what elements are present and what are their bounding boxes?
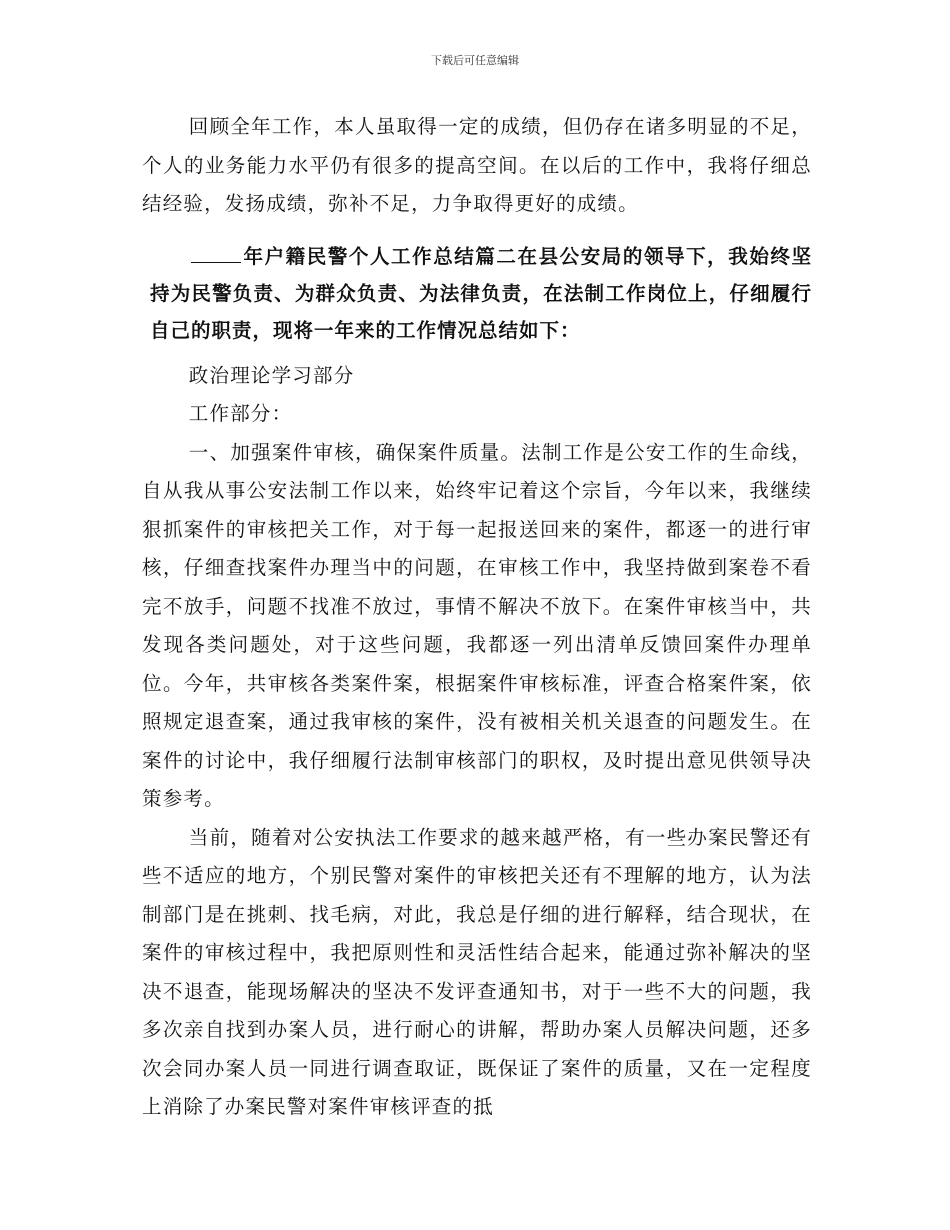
blank-underline xyxy=(191,244,241,263)
section-heading-text: 年户籍民警个人工作总结篇二在县公安局的领导下，我始终坚持为民警负责、为群众负责、为法律负责，在法制工作岗位上，仔细履行自己的职责，现将一年来的工作情况总结如下： xyxy=(150,244,812,342)
body-paragraph-current: 当前，随着对公安执法工作要求的越来越严格，有一些办案民警还有些不适应的地方，个别民警对案件的审核把关还有不理解的地方，认为法制部门是在挑刺、找毛病，对此，我总是仔细的进行解释，结合现状，在案件的审核过程中，我把原则性和灵活性结合起来，能通过弥补解决的坚决不退查，能现场解决的坚决不发评查通知书，对于一些不大的问题，我多次亲自找到办案人员，进行耐心的讲解，帮助办案人员解决问题，还多次会同办案人员一同进行调查取证，既保证了案件的质量，又在一定程度上消除了办案民警对案件审核评查的抵 xyxy=(142,825,812,1118)
body-paragraph-work-part: 工作部分： xyxy=(188,402,293,425)
body-paragraph-case-review: 一、加强案件审核，确保案件质量。法制工作是公安工作的生命线，自从我从事公安法制工作以来，始终牢记着这个宗旨，今年以来，我继续狠抓案件的审核把关工作，对于每一起报送回来的案件，都逐一的进行审核，仔细查找案件办理当中的问题，在审核工作中，我坚持做到案卷不看完不放手，问题不找准不放过，事情不解决不放下。在案件审核当中，共发现各类问题处，对于这些问题，我都逐一列出清单反馈回案件办理单位。今年，共审核各类案件案，根据案件审核标准，评查合格案件案，依照规定退查案，通过我审核的案件，没有被相关机关退查的问题发生。在案件的讨论中，我仔细履行法制审核部门的职权，及时提出意见供领导决策参考。 xyxy=(142,440,812,810)
closing-paragraph: 回顾全年工作，本人虽取得一定的成绩，但仍存在诸多明显的不足，个人的业务能力水平仍有很多的提高空间。在以后的工作中，我将仔细总结经验，发扬成绩，弥补不足，力争取得更好的成绩。 xyxy=(142,115,812,215)
body-paragraph-political-study: 政治理论学习部分 xyxy=(188,363,355,387)
document-body xyxy=(142,108,812,1127)
page-header-note: 下载后可任意编辑 xyxy=(431,54,519,67)
section-heading xyxy=(150,238,812,349)
